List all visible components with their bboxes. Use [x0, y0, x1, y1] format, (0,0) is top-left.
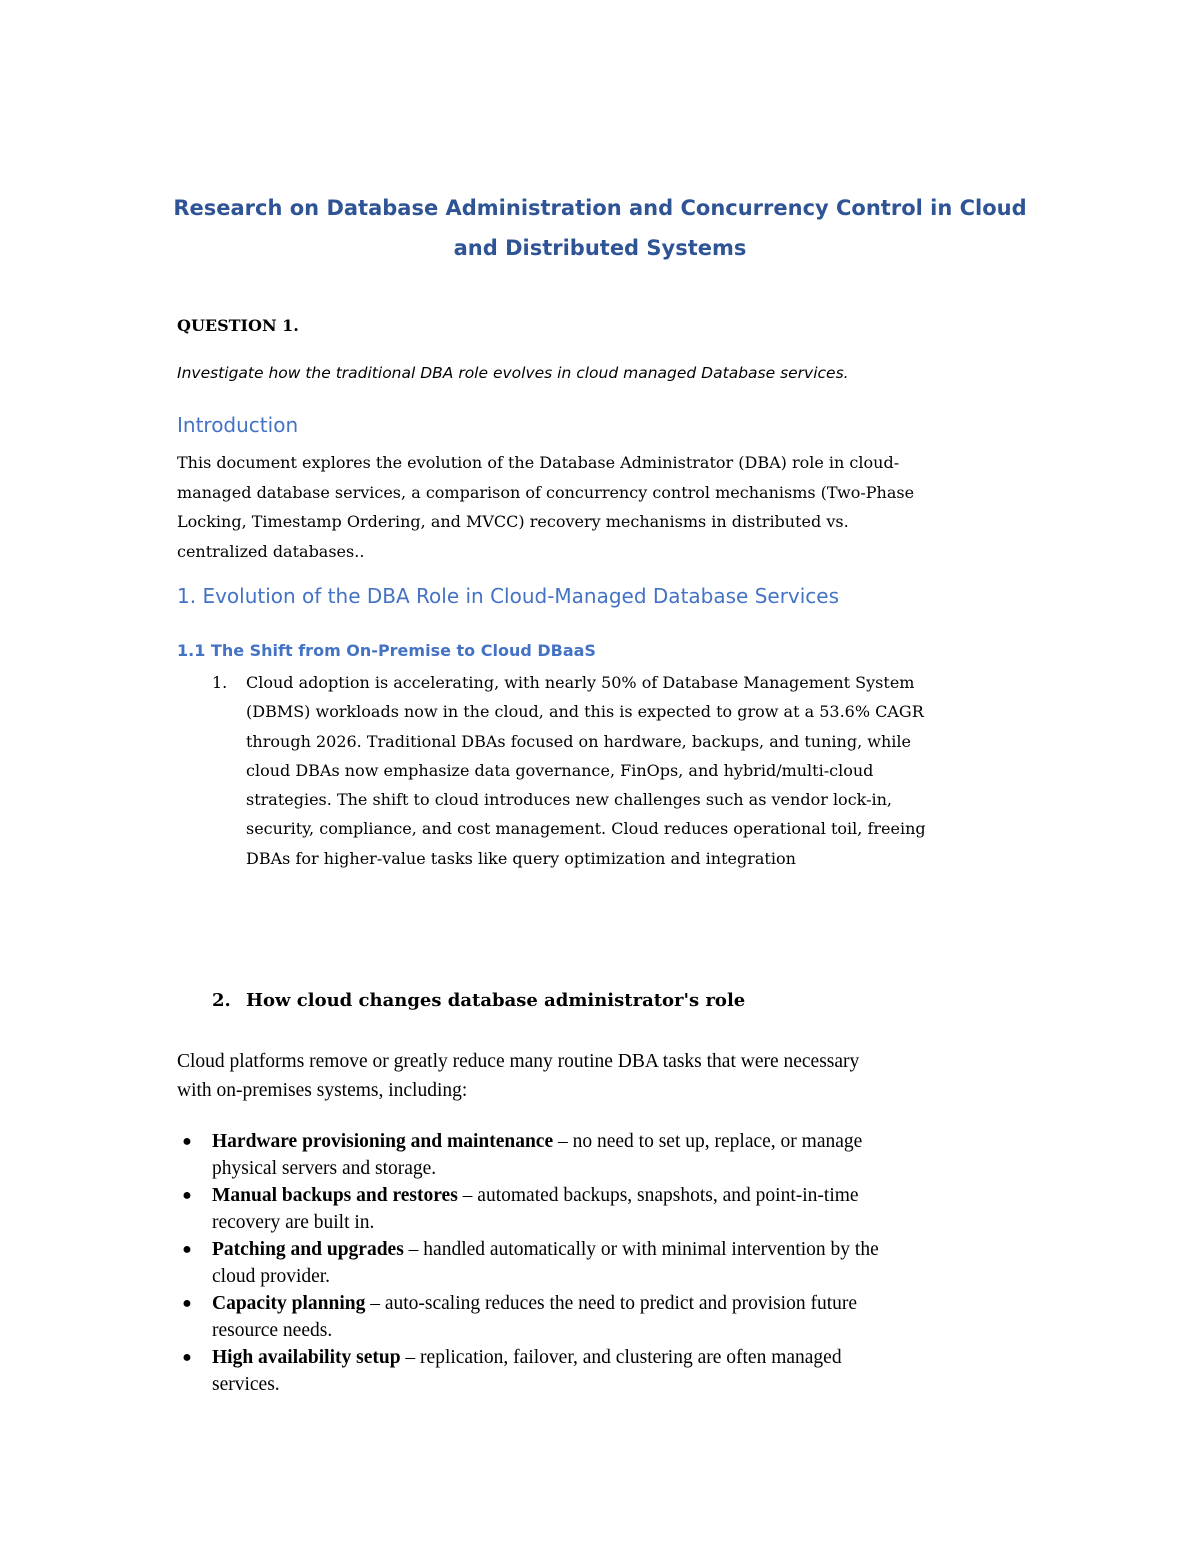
bullet-description-continued: services.	[212, 1374, 280, 1395]
bullet-description: – handled automatically or with minimal intervention by the	[403, 1239, 879, 1260]
list-item-line: DBAs for higher-value tasks like query optimization and integration	[246, 848, 796, 868]
intro-line: centralized databases..	[177, 541, 365, 561]
document-title	[120, 188, 1080, 268]
bullet-description-continued: recovery are built in.	[212, 1212, 375, 1233]
intro-line: This document explores the evolution of the Database Administrator (DBA) role in cloud-	[177, 453, 900, 472]
bullet-icon: ●	[182, 1187, 192, 1204]
section-1-1-heading: 1.1 The Shift from On-Premise to Cloud DBaaS	[177, 641, 596, 660]
bullet-description-continued: physical servers and storage.	[212, 1158, 437, 1179]
section-2-intro-line: with on-premises systems, including:	[177, 1080, 468, 1101]
bullet-icon: ●	[182, 1295, 192, 1312]
bullet-term: Hardware provisioning and maintenance	[212, 1131, 554, 1152]
question-label: QUESTION 1.	[177, 316, 299, 335]
bullet-icon: ●	[182, 1349, 192, 1366]
title-line-2: and Distributed Systems	[453, 236, 747, 260]
section-1-heading: 1. Evolution of the DBA Role in Cloud-Managed Database Services	[177, 584, 840, 608]
list-item-line: through 2026. Traditional DBAs focused on hardware, backups, and tuning, while	[246, 731, 911, 751]
bullet-description: – replication, failover, and clustering are often managed	[400, 1347, 842, 1368]
bullet-term: Capacity planning	[212, 1293, 366, 1314]
section-2-intro	[177, 1047, 1037, 1105]
list-item	[246, 668, 926, 873]
section-2-number: 2.	[212, 990, 231, 1011]
title-line-1: Research on Database Administration and Concurrency Control in Cloud	[173, 196, 1027, 220]
question-text: Investigate how the traditional DBA role evolves in cloud managed Database services.	[177, 364, 849, 382]
list-item-line: cloud DBAs now emphasize data governance, FinOps, and hybrid/multi-cloud	[246, 760, 874, 780]
introduction-heading: Introduction	[177, 413, 299, 437]
list-item-line: security, compliance, and cost management. Cloud reduces operational toil, freeing	[246, 819, 926, 839]
bullet-description: – automated backups, snapshots, and point-in-time	[457, 1185, 859, 1206]
section-2-title: How cloud changes database administrator's role	[246, 990, 746, 1011]
bullet-description: – no need to set up, replace, or manage	[553, 1131, 863, 1152]
list-item-line: Cloud adoption is accelerating, with nearly 50% of Database Management System	[246, 673, 915, 692]
intro-line: managed database services, a comparison of concurrency control mechanisms (Two-Phase	[177, 482, 915, 502]
bullet-description: – auto-scaling reduces the need to predict and provision future	[365, 1293, 858, 1314]
section-2-intro-line: Cloud platforms remove or greatly reduce many routine DBA tasks that were necessary	[177, 1051, 860, 1072]
list-number-marker: 1.	[212, 673, 228, 692]
bullet-term: Manual backups and restores	[212, 1185, 458, 1206]
bullet-term: High availability setup	[212, 1347, 401, 1368]
list-item-line: strategies. The shift to cloud introduces new challenges such as vendor lock-in,	[246, 790, 892, 810]
bullet-description-continued: resource needs.	[212, 1320, 333, 1341]
list-item-line: (DBMS) workloads now in the cloud, and this is expected to grow at a 53.6% CAGR	[246, 702, 924, 722]
introduction-paragraph	[177, 448, 1037, 566]
bullet-icon: ●	[182, 1133, 192, 1150]
intro-line: Locking, Timestamp Ordering, and MVCC) recovery mechanisms in distributed vs.	[177, 512, 849, 531]
bullet-description-continued: cloud provider.	[212, 1266, 331, 1287]
bullet-term: Patching and upgrades	[212, 1239, 404, 1260]
bullet-icon: ●	[182, 1241, 192, 1258]
